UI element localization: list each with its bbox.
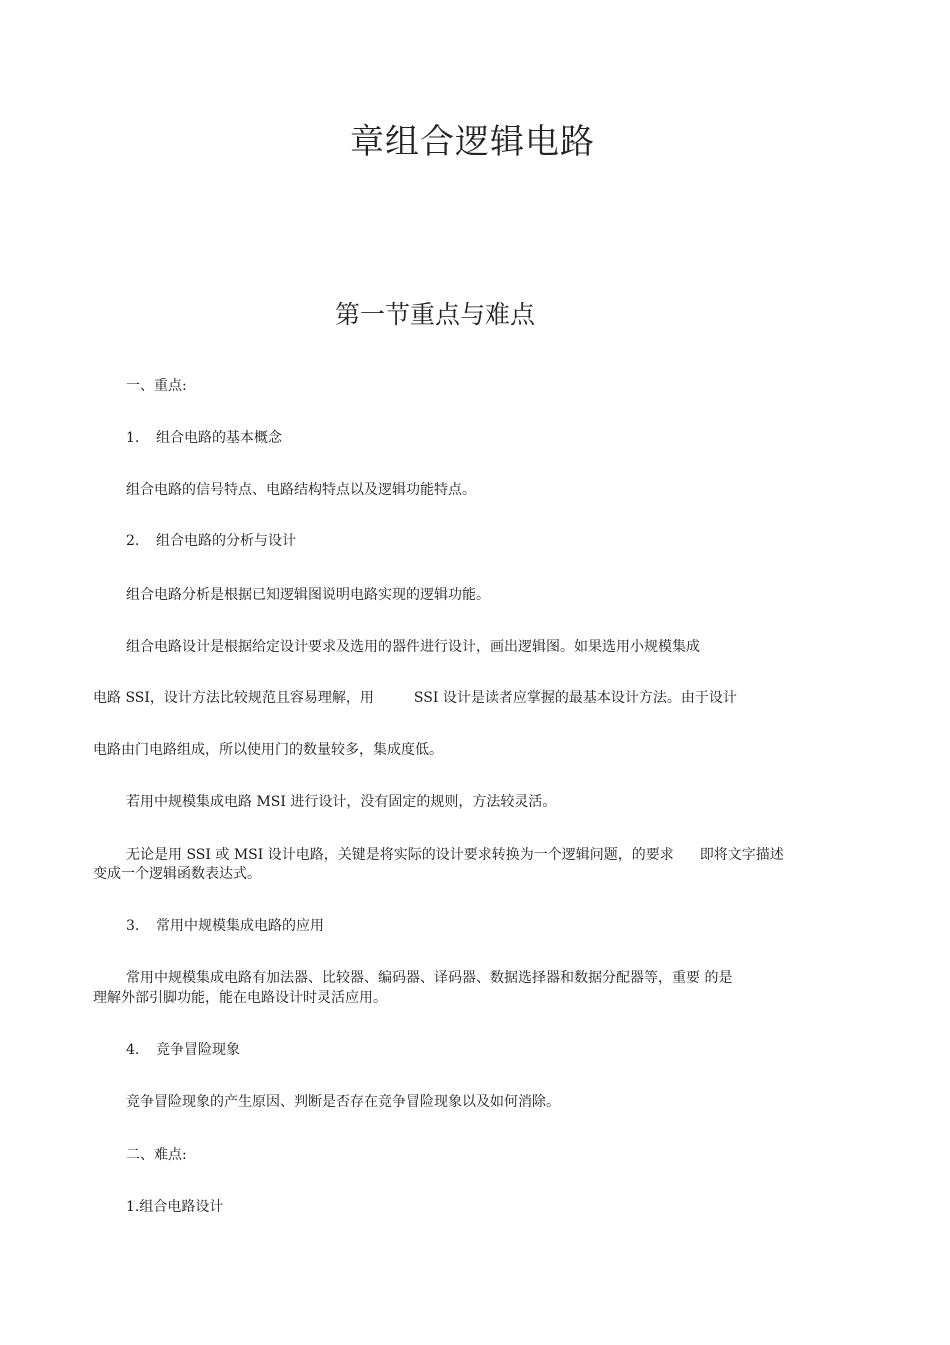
item-2-msi-text: 若用中规模集成电路 MSI 进行设计，没有固定的规则，方法较灵活。 [126, 794, 557, 810]
item-4-title: 竞争冒险现象 [156, 1042, 240, 1058]
item-2-key-text-line-2: 变成一个逻辑函数表达式。 [93, 866, 261, 882]
chapter-title: 章组合逻辑电路 [350, 122, 595, 162]
part2-heading: 二、难点: [126, 1147, 187, 1163]
item-2-number: 2. [126, 533, 140, 549]
item-1-heading [126, 428, 282, 448]
item-2-key-text-line-1 [126, 845, 784, 865]
item-1-number: 1. [126, 430, 140, 446]
item-3-number: 3. [126, 918, 140, 934]
item-2-analysis-text: 组合电路分析是根据已知逻辑图说明电路实现的逻辑功能。 [126, 587, 490, 603]
item-4-text: 竞争冒险现象的产生原因、判断是否存在竞争冒险现象以及如何消除。 [126, 1094, 560, 1110]
item-4-heading [126, 1040, 240, 1060]
item-3-text-line-2: 理解外部引脚功能，能在电路设计时灵活应用。 [93, 990, 387, 1006]
item-2-design-text-line-3: 电路由门电路组成，所以使用门的数量较多，集成度低。 [93, 742, 443, 758]
item-2-design-text-line-1: 组合电路设计是根据给定设计要求及选用的器件进行设计，画出逻辑图。如果选用小规模集成 [126, 639, 700, 655]
item-2-design-text-line-2a: 电路 SSI，设计方法比较规范且容易理解，用 [93, 690, 374, 706]
item-1-text: 组合电路的信号特点、电路结构特点以及逻辑功能特点。 [126, 482, 476, 498]
item-2-key-text-line-1b: 即将文字描述 [699, 847, 784, 863]
item-2-key-text-line-1a: 无论是用 SSI 或 MSI 设计电路，关键是将实际的设计要求转换为一个逻辑问题，的要求 [126, 847, 674, 863]
item-2-design-text-line-2b: SSI 设计是读者应掌握的最基本设计方法。由于设计 [413, 690, 737, 706]
item-3-heading [126, 916, 324, 936]
section-title: 第一节重点与难点 [334, 300, 535, 329]
item-4-number: 4. [126, 1042, 140, 1058]
item-3-title: 常用中规模集成电路的应用 [156, 918, 324, 934]
part1-heading: 一、重点: [126, 378, 187, 394]
item-2-heading [126, 531, 296, 551]
item-1-title: 组合电路的基本概念 [156, 430, 282, 446]
item-3-text-line-1: 常用中规模集成电路有加法器、比较器、编码器、译码器、数据选择器和数据分配器等，重要 的是 [126, 970, 733, 986]
part2-item-1: 1.组合电路设计 [126, 1199, 224, 1215]
item-2-title: 组合电路的分析与设计 [156, 533, 296, 549]
item-2-design-text-line-2 [93, 688, 737, 708]
